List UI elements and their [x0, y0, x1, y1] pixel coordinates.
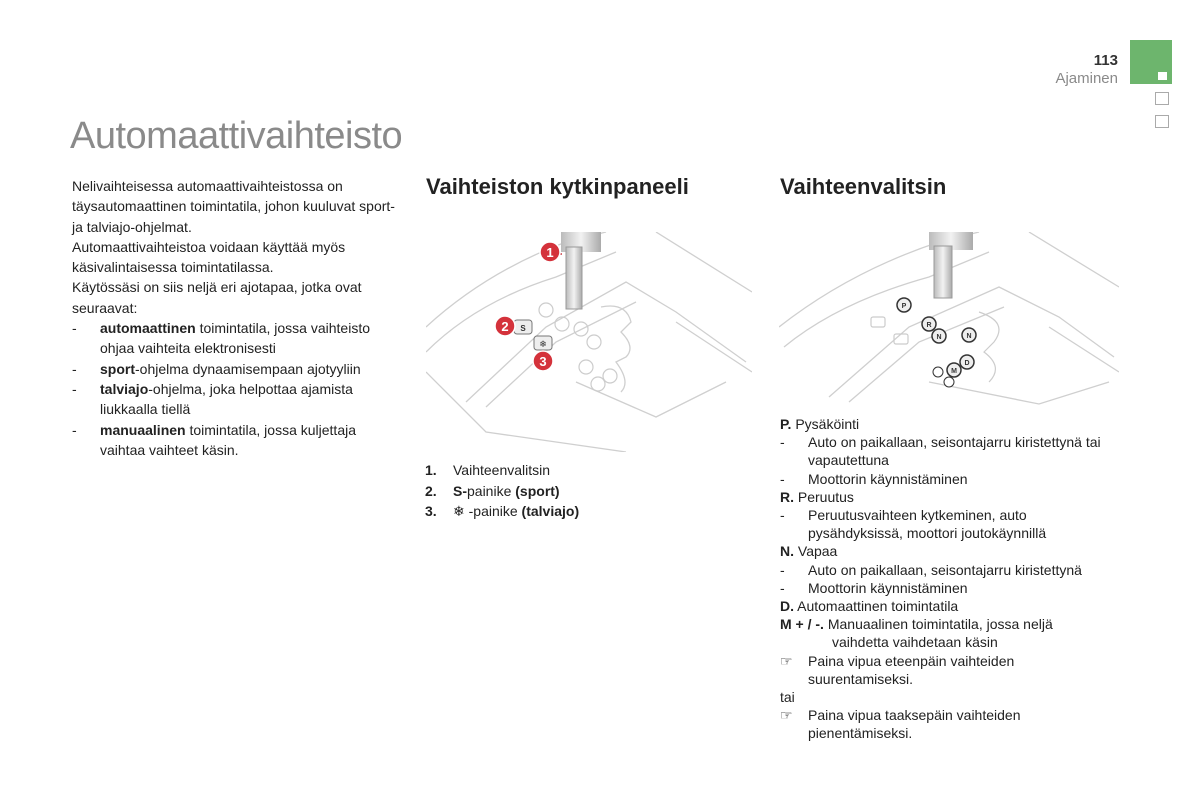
position-p [780, 415, 1110, 433]
list-item [425, 501, 579, 522]
tip-item [780, 706, 1110, 742]
or-text: tai [780, 689, 795, 706]
position-r [780, 488, 1110, 506]
mode-desc: -ohjelma dynaamisempaan ajotyyliin [135, 360, 361, 377]
tip-text: Paina vipua eteenpäin vaihteiden suurentamiseksi. [808, 652, 1015, 687]
svg-text:R: R [926, 322, 932, 329]
list-item [72, 379, 402, 420]
callout-3 [533, 351, 553, 371]
selector-heading: Vaihteenvalitsin [780, 174, 947, 199]
position-text: Vapaa [797, 543, 838, 560]
svg-text:❄: ❄ [539, 340, 547, 350]
position-m [780, 615, 1110, 633]
gear-minus-marker [933, 367, 943, 377]
item-text: Auto on paikallaan, seisontajarru kiristettynä [808, 561, 1082, 578]
section-title: Ajaminen [1055, 70, 1118, 87]
intro-paragraph: Automaattivaihteistoa voidaan käyttää myös käsivalintaisessa toimintatilassa. [72, 238, 346, 276]
svg-text:P: P [901, 303, 907, 310]
gear-plus-marker [944, 377, 954, 387]
switch-panel-illustration [426, 232, 752, 452]
item-number: 3. [425, 503, 437, 519]
tab-marker [1158, 72, 1167, 80]
svg-text:S: S [520, 324, 526, 333]
item-text: painike [467, 482, 516, 499]
chapter-tab-box [1155, 92, 1169, 105]
mode-name: automaattinen [100, 320, 196, 337]
list-item [72, 359, 402, 379]
position-text: Manuaalinen toimintatila, jossa neljä [827, 616, 1053, 633]
mode-desc: -ohjelma, joka helpottaa ajamista liukkaalla tiellä [100, 380, 353, 418]
mode-name: manuaalinen [100, 421, 186, 438]
list-item: - Auto on paikallaan, seisontajarru kiristettynä tai vapautettuna [780, 434, 1101, 469]
intro-text [72, 176, 402, 460]
svg-text:3: 3 [539, 354, 547, 369]
list-item [425, 460, 579, 481]
gear-lever [566, 247, 582, 309]
position-label: M + / -. [780, 616, 824, 633]
page-title: Automaattivaihteisto [70, 115, 403, 157]
intro-paragraph: Nelivaihteisessa automaattivaihteistossa on täysautomaattinen toimintatila, johon kuuluvat sport- ja talviajo-ohjelmat. [72, 178, 395, 235]
chapter-tab-box [1155, 115, 1169, 128]
svg-text:M: M [951, 368, 957, 375]
gear-lever [934, 246, 952, 298]
item-text: Vaihteenvalitsin [453, 462, 551, 478]
tip-item [780, 652, 1110, 688]
intro-paragraph: Käytössäsi on siis neljä eri ajotapaa, jotka ovat seuraavat: [72, 279, 362, 316]
position-label: D. [780, 598, 794, 615]
chapter-tab-active [1130, 40, 1172, 84]
item-text: ❄ -painike [453, 503, 522, 519]
svg-text:1: 1 [546, 245, 554, 260]
item-number: 1. [425, 462, 437, 478]
list-item [72, 318, 402, 359]
position-label: P. [780, 416, 792, 432]
position-d [780, 597, 1110, 615]
position-label: R. [780, 488, 794, 505]
pointing-hand-icon: ☞ [780, 652, 793, 669]
callout-1 [540, 242, 560, 262]
list-item: - Peruutusvaihteen kytkeminen, auto pysähdyksissä, moottori joutokäynnillä [780, 507, 1047, 542]
item-bold: S- [453, 482, 467, 499]
svg-text:N: N [966, 333, 972, 340]
svg-text:D: D [964, 360, 970, 367]
item-text: Peruutusvaihteen kytkeminen, auto pysähdyksissä, moottori joutokäynnillä [808, 507, 1047, 542]
mode-desc: toimintatila, jossa kuljettaja vaihtaa vaihteet käsin. [100, 421, 357, 458]
list-item: - Moottorin käynnistäminen [780, 470, 968, 487]
position-text: vaihdetta vaihdetaan käsin [832, 634, 998, 651]
modes-list [72, 318, 402, 460]
item-bold: (sport) [515, 482, 560, 499]
position-text: Peruutus [797, 488, 854, 505]
svg-text:N: N [936, 334, 942, 341]
pointing-hand-icon: ☞ [780, 707, 793, 724]
page-number: 113 [1093, 52, 1118, 69]
position-m-cont [780, 633, 1110, 651]
panel-heading: Vaihteiston kytkinpaneeli [426, 174, 689, 199]
position-label: N. [780, 543, 794, 560]
list-item [72, 420, 402, 461]
panel-legend [425, 460, 579, 522]
item-text: Moottorin käynnistäminen [808, 579, 968, 596]
mode-name: sport [100, 360, 135, 377]
callout-2 [495, 316, 515, 336]
mode-name: talviajo [100, 380, 149, 397]
mode-desc: toimintatila, jossa vaihteisto ohjaa vaihteita elektronisesti [100, 320, 370, 357]
list-item [425, 481, 579, 502]
item-text: Moottorin käynnistäminen [808, 470, 968, 487]
position-text: Automaattinen toimintatila [797, 598, 959, 615]
tip-text: Paina vipua taaksepäin vaihteiden pienentämiseksi. [808, 707, 1021, 742]
item-bold: (talviajo) [521, 503, 580, 519]
svg-text:2: 2 [501, 319, 509, 334]
list-item: - Auto on paikallaan, seisontajarru kiristettynä [780, 561, 1082, 578]
item-number: 2. [425, 482, 437, 499]
position-text: Pysäköinti [795, 416, 860, 432]
gear-selector-illustration [779, 232, 1119, 407]
item-text: Auto on paikallaan, seisontajarru kiristettynä tai vapautettuna [808, 434, 1101, 469]
position-n [780, 542, 1110, 560]
gear-positions-text [780, 415, 1110, 743]
list-item: - Moottorin käynnistäminen [780, 579, 968, 596]
